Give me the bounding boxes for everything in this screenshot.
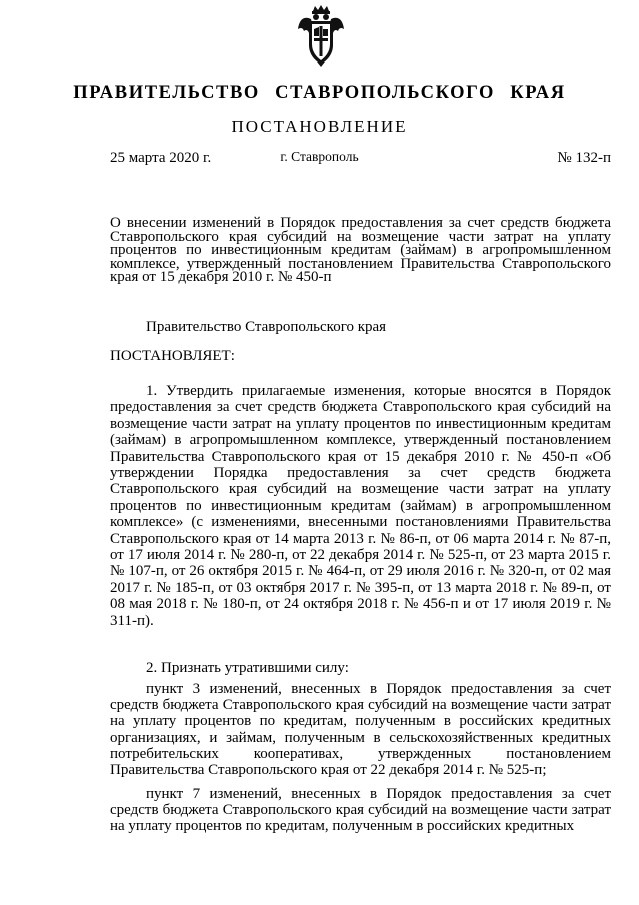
document-type: ПОСТАНОВЛЕНИЕ [231,117,408,136]
paragraph-point-2-item-3: пункт 3 изменений, внесенных в Порядок предоставления за счет средств бюджета Ставропольского края субсидий на возмещение части затрат на уплату процентов по кредитам, полученным в российских кредитных организациях, и займам, полученным в сельскохозяйственных кредитных потребительских кооперативах, утвержденных постановлением Правительства Ставропольского края от 22 декабря 2014 г. № 525-п; [110,681,611,779]
stavropol-coat-of-arms-icon [297,5,345,67]
government-line: Правительство Ставропольского края [146,319,387,335]
document-number: № 132-п [557,150,611,166]
paragraph-point-1: 1. Утвердить прилагаемые изменения, которые вносятся в Порядок предоставления за счет средств бюджета Ставропольского края субсидий на возмещение части затрат на уплату процентов по инвестиционным кредитам (займам) в агропромышленном комплексе, утвержденный постановлением Правительства Ставропольского края от 15 декабря 2010 г. № 450-п «Об утверждении Порядка предоставления за счет средств бюджета Ставропольского края субсидий на возмещение части затрат на уплату процентов по инвестиционным кредитам (займам) в агропромышленном комплексе» (с изменениями, внесенными постановлениями Правительства Ставропольского края от 14 марта 2013 г. № 86-п, от 06 марта 2014 г. № 87-п, от 17 июля 2014 г. № 280-п, от 22 декабря 2014 г. № 525-п, от 23 марта 2015 г. № 107-п, от 26 октября 2015 г. № 464-п, от 29 июля 2016 г. № 320-п, от 02 мая 2017 г. № 185-п, от 03 октября 2017 г. № 395-п, от 13 марта 2018 г. № 89-п, от 08 мая 2018 г. № 180-п, от 24 октября 2018 г. № 456-п и от 17 июля 2019 г. № 311-п). [110,383,611,629]
paragraph-point-2-item-7: пункт 7 изменений, внесенных в Порядок предоставления за счет средств бюджета Ставропольского края субсидий на возмещение части затрат на уплату процентов по кредитам, полученным в российских кредитных [110,786,611,835]
document-date: 25 марта 2020 г. [110,150,212,166]
government-title: ПРАВИТЕЛЬСТВО СТАВРОПОЛЬСКОГО КРАЯ [73,83,566,103]
paragraph-point-2: 2. Признать утратившими силу: [146,660,349,676]
decision-heading: ПОСТАНОВЛЯЕТ: [110,348,235,364]
document-city: г. Ставрополь [280,149,359,164]
document-subject: О внесении изменений в Порядок предоставления за счет средств бюджета Ставропольского края субсидий на возмещение части затрат на уплату процентов по инвестиционным кредитам (займам) в агропромышленном комплексе, утвержденный постановлением Правительства Ставропольского края от 15 декабря 2010 г. № 450-п [110,215,611,286]
